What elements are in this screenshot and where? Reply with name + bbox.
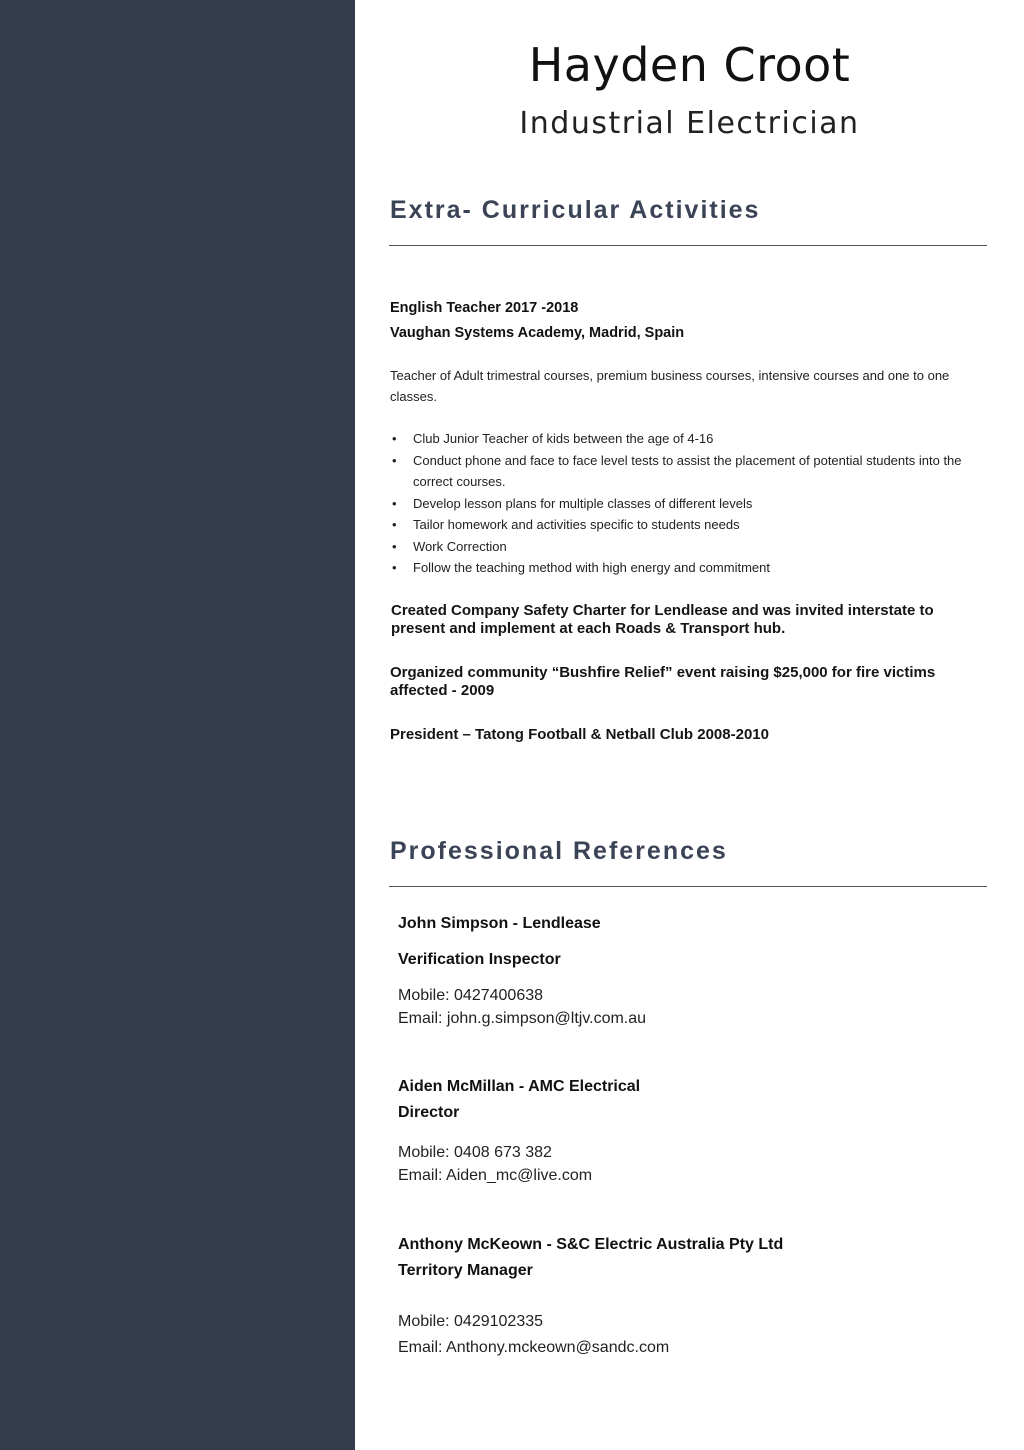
- reference-role: Director: [398, 1104, 460, 1121]
- role-line: English Teacher 2017 -2018: [390, 300, 579, 316]
- reference-mobile: Mobile: 0408 673 382: [398, 1144, 552, 1161]
- achievement-club-president: President – Tatong Football & Netball Club 2008-2010: [390, 726, 769, 743]
- reference-role: Territory Manager: [398, 1262, 533, 1279]
- reference-name: Anthony McKeown - S&C Electric Australia Pty Ltd: [398, 1236, 784, 1253]
- duties-list: [390, 428, 970, 579]
- sidebar-panel: [0, 0, 355, 1450]
- org-line: Vaughan Systems Academy, Madrid, Spain: [390, 325, 685, 341]
- achievement-safety-charter: Created Company Safety Charter for Lendlease and was invited interstate to present and implement at each Roads & Transport hub.: [391, 602, 934, 637]
- list-item: • Develop lesson plans for multiple classes of different levels: [390, 493, 970, 515]
- reference-mobile: Mobile: 0427400638: [398, 987, 544, 1004]
- reference-john-simpson: [398, 913, 978, 1030]
- reference-email: Email: Aiden_mc@live.com: [398, 1167, 593, 1184]
- achievement-bushfire-relief: Organized community “Bushfire Relief” event raising $25,000 for fire victims affected - 2009: [390, 664, 936, 699]
- description-text: Teacher of Adult trimestral courses, premium business courses, intensive courses and one to one classes.: [390, 368, 950, 404]
- reference-email: Email: john.g.simpson@ltjv.com.au: [398, 1010, 647, 1027]
- extracurricular-heading: Extra- Curricular Activities: [390, 196, 761, 224]
- section-divider: [389, 886, 987, 887]
- reference-anthony-mckeown: [398, 1232, 978, 1361]
- reference-aiden-mcmillan: [398, 1074, 978, 1187]
- list-item: • Tailor homework and activities specific to students needs: [390, 514, 970, 536]
- reference-role: Verification Inspector: [398, 951, 561, 968]
- list-item: • Follow the teaching method with high energy and commitment: [390, 557, 970, 579]
- list-item: • Club Junior Teacher of kids between the age of 4-16: [390, 428, 970, 450]
- candidate-name: Hayden Croot: [528, 38, 851, 92]
- list-item: • Work Correction: [390, 536, 970, 558]
- role-description: [390, 365, 982, 407]
- section-divider: [389, 245, 987, 246]
- reference-name: John Simpson - Lendlease: [398, 915, 601, 932]
- list-item: • Conduct phone and face to face level tests to assist the placement of potential students into the correct courses.: [390, 450, 970, 493]
- reference-mobile: Mobile: 0429102335: [398, 1313, 544, 1330]
- teaching-role: [390, 296, 980, 346]
- reference-name: Aiden McMillan - AMC Electrical: [398, 1078, 641, 1095]
- references-heading: Professional References: [390, 837, 728, 865]
- candidate-title: Industrial Electrician: [519, 106, 860, 141]
- reference-email: Email: Anthony.mckeown@sandc.com: [398, 1339, 670, 1356]
